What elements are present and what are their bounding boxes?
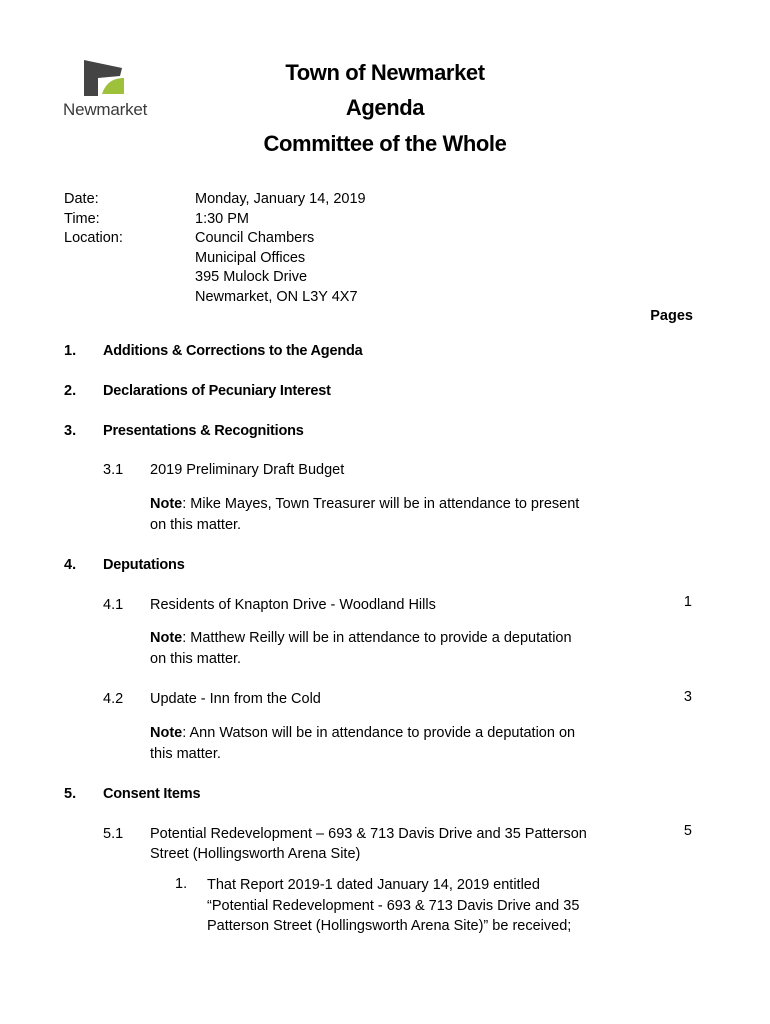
note-text: : Matthew Reilly will be in attendance to provide a deputation [182, 630, 572, 646]
sub-item-line: That Report 2019-1 dated January 14, 2019 entitled [207, 877, 540, 893]
date-value: Monday, January 14, 2019 [195, 191, 366, 207]
item-title-line: Street (Hollingsworth Arena Site) [150, 846, 361, 862]
location-line: Municipal Offices [195, 249, 306, 266]
item-note [150, 494, 620, 535]
location-label: Location: [64, 230, 123, 247]
note-text: on this matter. [150, 516, 242, 533]
logo-text: Newmarket [63, 100, 148, 119]
sub-item-line: “Potential Redevelopment - 693 & 713 Davis Drive and 35 [207, 897, 580, 914]
pages-column-header: Pages [650, 308, 693, 324]
title-committee: Committee of the Whole [263, 131, 507, 156]
section-title: Consent Items [103, 786, 201, 802]
meta-labels [64, 190, 123, 249]
sub-item-text [207, 875, 579, 937]
section-title: Additions & Corrections to the Agenda [103, 343, 363, 359]
location-line: 395 Mulock Drive [195, 269, 308, 286]
section-number: 1. [64, 343, 77, 359]
item-title: Update - Inn from the Cold [150, 691, 321, 707]
note-text: : Mike Mayes, Town Treasurer will be in attendance to present [182, 496, 580, 512]
meta-values [195, 190, 366, 308]
item-title: Residents of Knapton Drive - Woodland Hills [150, 597, 436, 613]
date-label: Date: [64, 191, 99, 207]
title-agenda: Agenda [345, 95, 425, 120]
item-note [150, 628, 620, 669]
note-label: Note [150, 496, 183, 512]
item-title-line: Potential Redevelopment – 693 & 713 Davis Drive and 35 Patterson [150, 826, 587, 842]
section-title: Declarations of Pecuniary Interest [103, 383, 331, 399]
title-town: Town of Newmarket [285, 60, 485, 85]
page-number: 1 [683, 594, 692, 610]
section-title: Deputations [103, 557, 185, 573]
item-number: 3.1 [103, 462, 124, 478]
note-label: Note [150, 725, 183, 741]
item-title [150, 824, 587, 864]
time-label: Time: [64, 210, 100, 227]
note-text: on this matter. [150, 650, 242, 667]
section-number: 4. [64, 557, 77, 573]
item-number: 4.2 [103, 691, 124, 707]
item-note [150, 723, 620, 764]
page-number: 3 [683, 689, 692, 705]
sub-item-number: 1. [175, 876, 188, 892]
page-number: 5 [683, 823, 692, 839]
note-label: Note [150, 630, 183, 646]
section-number: 3. [64, 423, 77, 439]
section-number: 2. [64, 383, 77, 399]
time-value: 1:30 PM [195, 210, 249, 227]
item-number: 4.1 [103, 597, 124, 613]
note-text: : Ann Watson will be in attendance to provide a deputation on [182, 725, 576, 741]
location-line: Council Chambers [195, 230, 315, 247]
note-text: this matter. [150, 745, 221, 762]
section-title: Presentations & Recognitions [103, 423, 304, 439]
sub-item-line: Patterson Street (Hollingsworth Arena Site)” be received; [207, 918, 572, 934]
item-title: 2019 Preliminary Draft Budget [150, 462, 345, 478]
section-number: 5. [64, 786, 77, 802]
location-line: Newmarket, ON L3Y 4X7 [195, 288, 358, 305]
item-number: 5.1 [103, 826, 124, 842]
